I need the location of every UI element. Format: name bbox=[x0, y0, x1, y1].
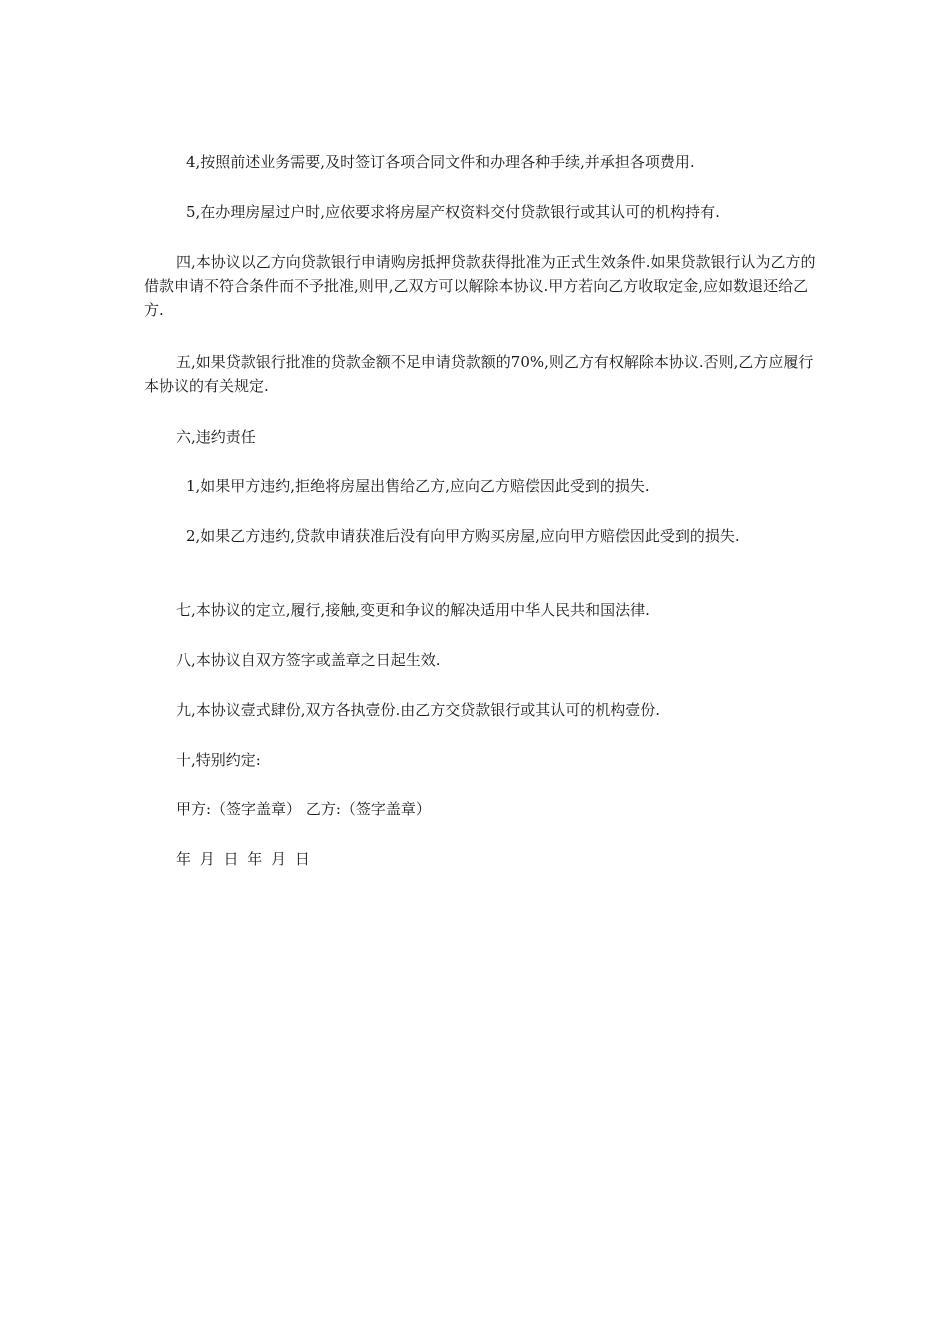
clause-5: 五,如果贷款银行批准的贷款金额不足申请贷款额的70%,则乙方有权解除本协议.否则,乙方应履行本协议的有关规定. bbox=[144, 353, 814, 395]
clause-3-item-4: 4,按照前述业务需要,及时签订各项合同文件和办理各种手续,并承担各项费用. bbox=[186, 153, 695, 171]
signature-line: 甲方:（签字盖章） 乙方:（签字盖章） bbox=[176, 800, 431, 818]
clause-3-item-5: 5,在办理房屋过户时,应依要求将房屋产权资料交付贷款银行或其认可的机构持有. bbox=[186, 203, 720, 221]
clause-8: 八,本协议自双方签字或盖章之日起生效. bbox=[176, 651, 441, 669]
date-line: 年 月 日 年 月 日 bbox=[176, 850, 310, 868]
clause-7: 七,本协议的定立,履行,接触,变更和争议的解决适用中华人民共和国法律. bbox=[176, 601, 650, 619]
clause-6-item-1: 1,如果甲方违约,拒绝将房屋出售给乙方,应向乙方赔偿因此受到的损失. bbox=[186, 477, 650, 495]
clause-10: 十,特别约定: bbox=[176, 751, 261, 769]
clause-6-heading: 六,违约责任 bbox=[176, 428, 256, 446]
clause-9: 九,本协议壹式肆份,双方各执壹份.由乙方交贷款银行或其认可的机构壹份. bbox=[176, 701, 661, 719]
clause-6-item-2: 2,如果乙方违约,贷款申请获准后没有向甲方购买房屋,应向甲方赔偿因此受到的损失. bbox=[186, 527, 740, 545]
clause-4: 四,本协议以乙方向贷款银行申请购房抵押贷款获得批准为正式生效条件.如果贷款银行认为乙方的借款申请不符合条件而不予批准,则甲,乙双方可以解除本协议.甲方若向乙方收取定金,应如数退还给乙方. bbox=[144, 253, 816, 319]
